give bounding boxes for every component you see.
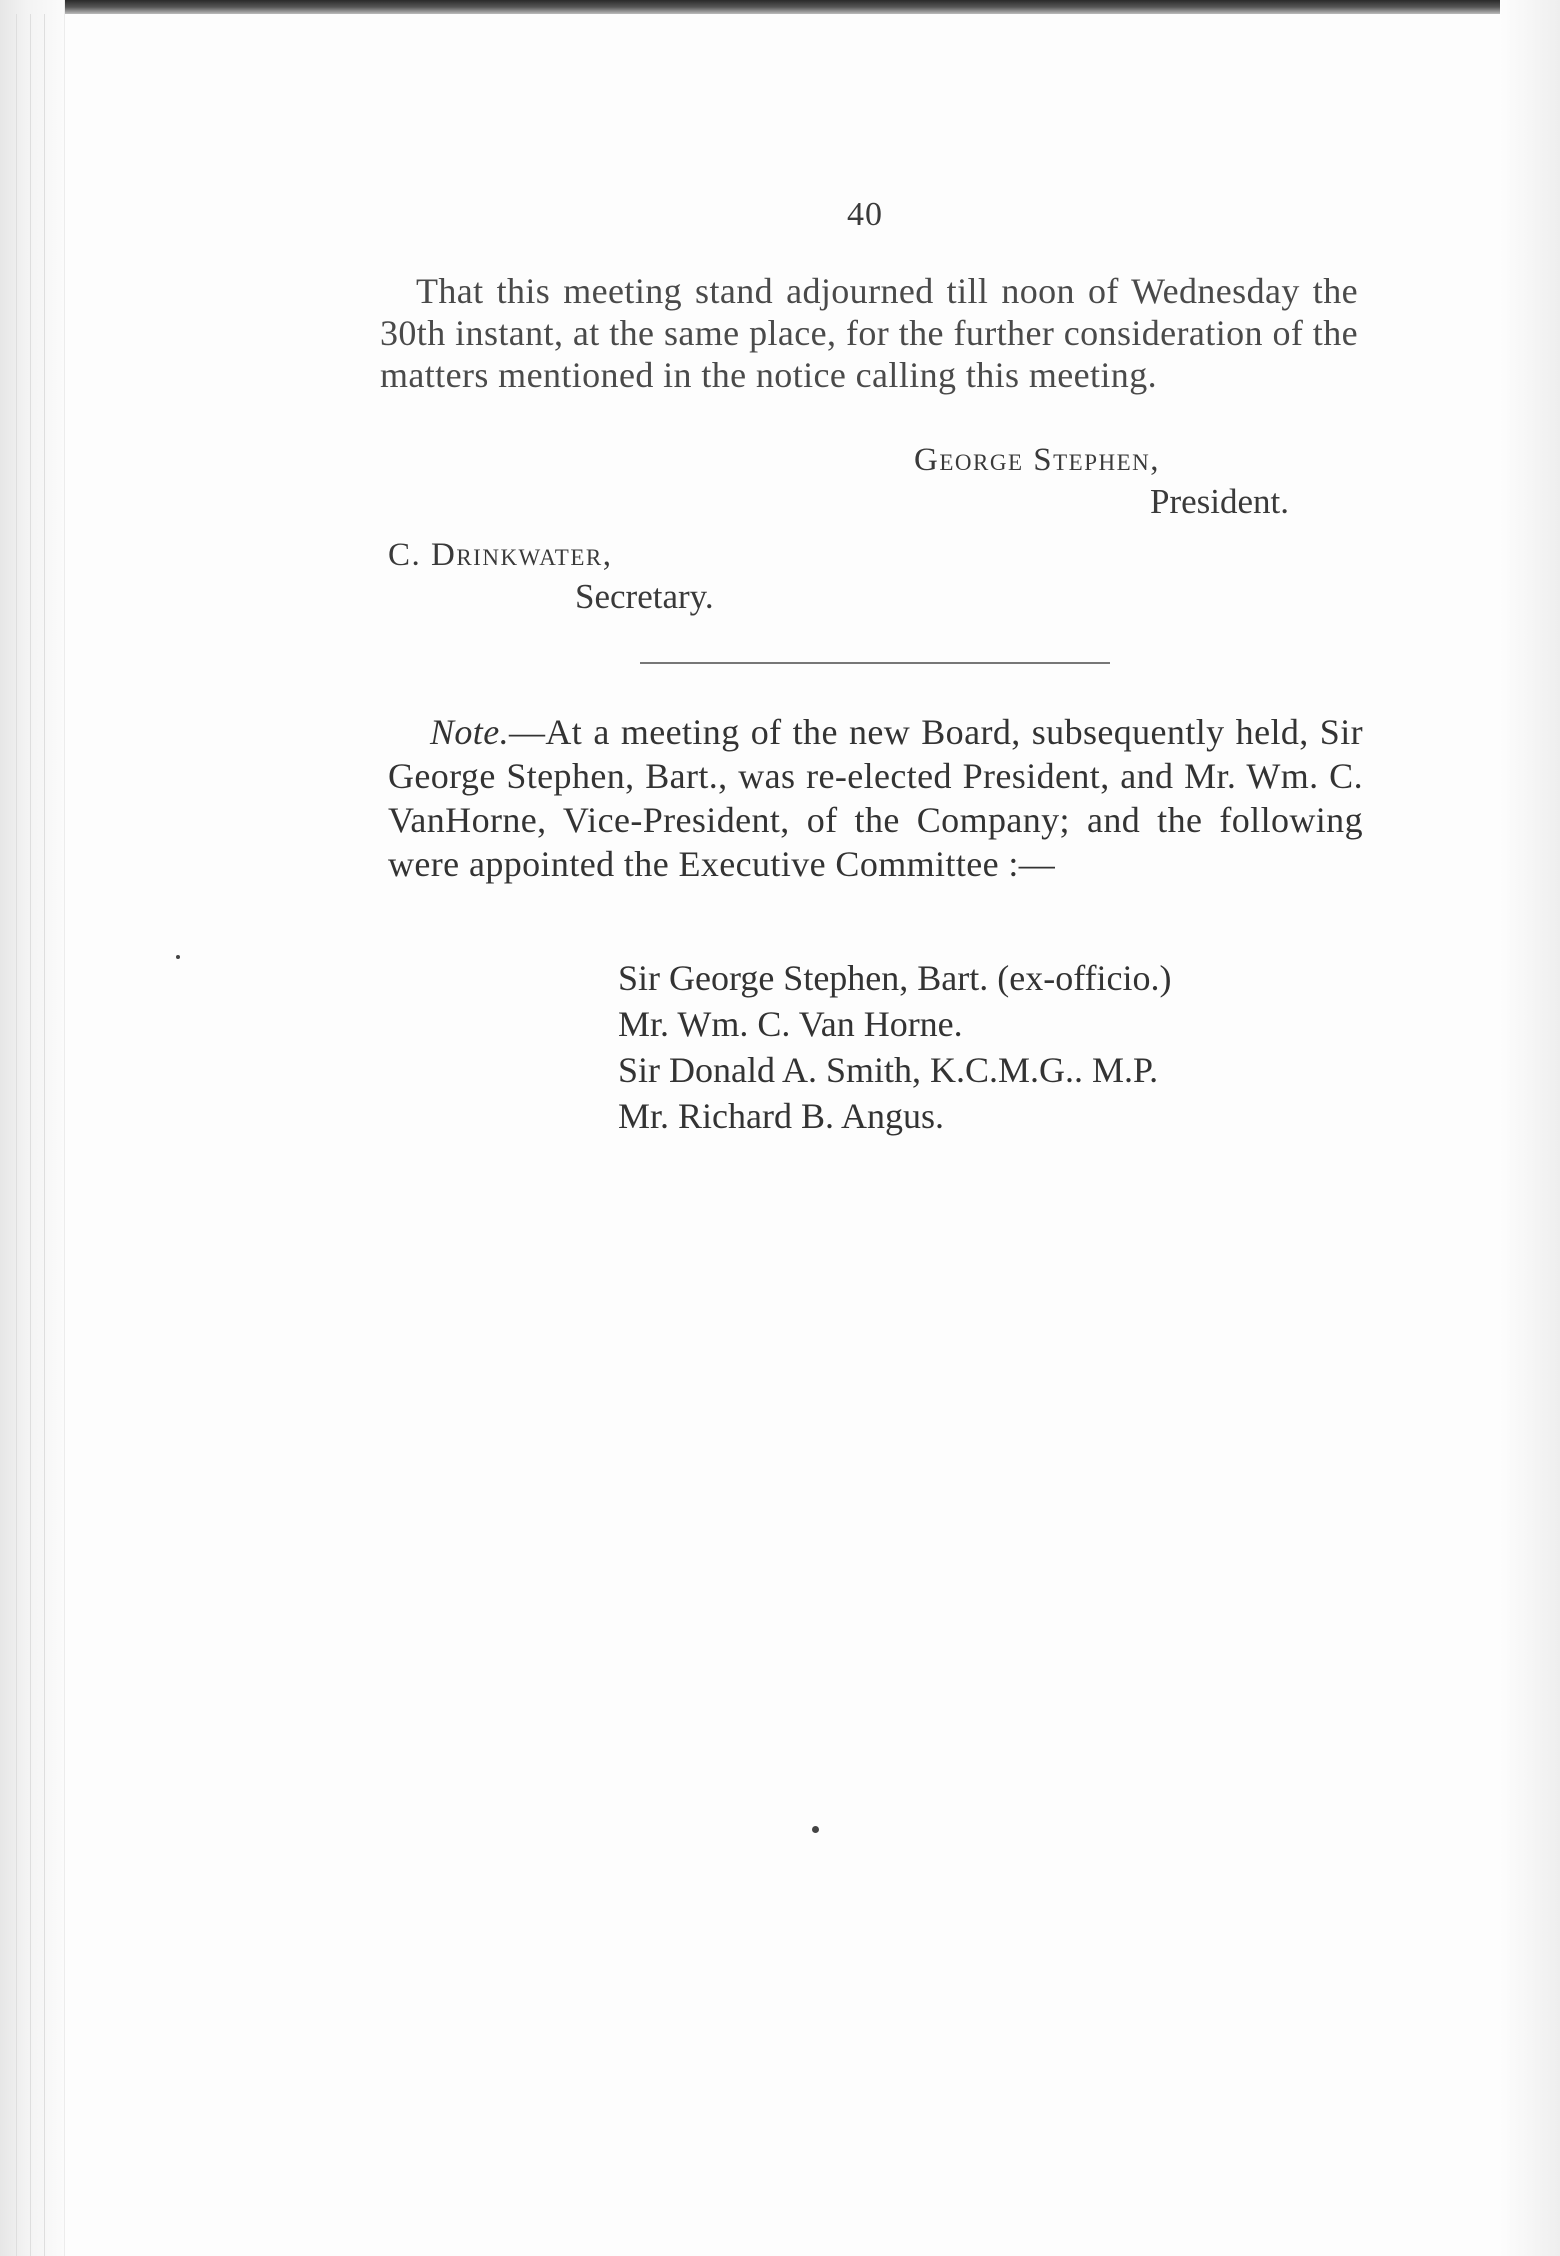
ink-speck <box>176 955 180 959</box>
committee-member: Mr. Richard B. Angus. <box>618 1096 945 1136</box>
ink-speck <box>812 1826 819 1833</box>
page-left-edge <box>0 0 65 2256</box>
committee-member: Mr. Wm. C. Van Horne. <box>618 1004 963 1044</box>
section-divider <box>640 662 1110 664</box>
executive-committee-list <box>618 955 1172 1139</box>
page-edge-line <box>44 14 45 2256</box>
secretary-signature-title: Secretary. <box>575 577 714 616</box>
committee-member: Sir George Stephen, Bart. (ex-officio.) <box>618 958 1172 998</box>
note-text: —At a meeting of the new Board, subsequently held, Sir George Stephen, Bart., was re-elected President, and Mr. Wm. C. VanHorne, Vice-President, of the Company; and the following were appointed the Executive Committee :— <box>388 712 1363 884</box>
secretary-signature-name: C. Drinkwater, <box>388 537 613 573</box>
page-top-edge <box>0 0 1560 14</box>
president-signature-title: President. <box>1150 482 1290 521</box>
note-paragraph <box>388 710 1363 886</box>
page-edge-line <box>16 14 17 2256</box>
page-right-edge <box>1500 0 1560 2256</box>
committee-member: Sir Donald A. Smith, K.C.M.G.. M.P. <box>618 1050 1159 1090</box>
resolution-paragraph: That this meeting stand adjourned till noon of Wednesday the 30th instant, at the same place, for the further consideration of the matters mentioned in the notice calling this meeting. <box>380 271 1358 395</box>
page-number: 40 <box>847 196 883 233</box>
page-edge-line <box>30 14 31 2256</box>
president-signature-name: George Stephen, <box>914 442 1161 478</box>
note-label: Note. <box>430 712 509 752</box>
